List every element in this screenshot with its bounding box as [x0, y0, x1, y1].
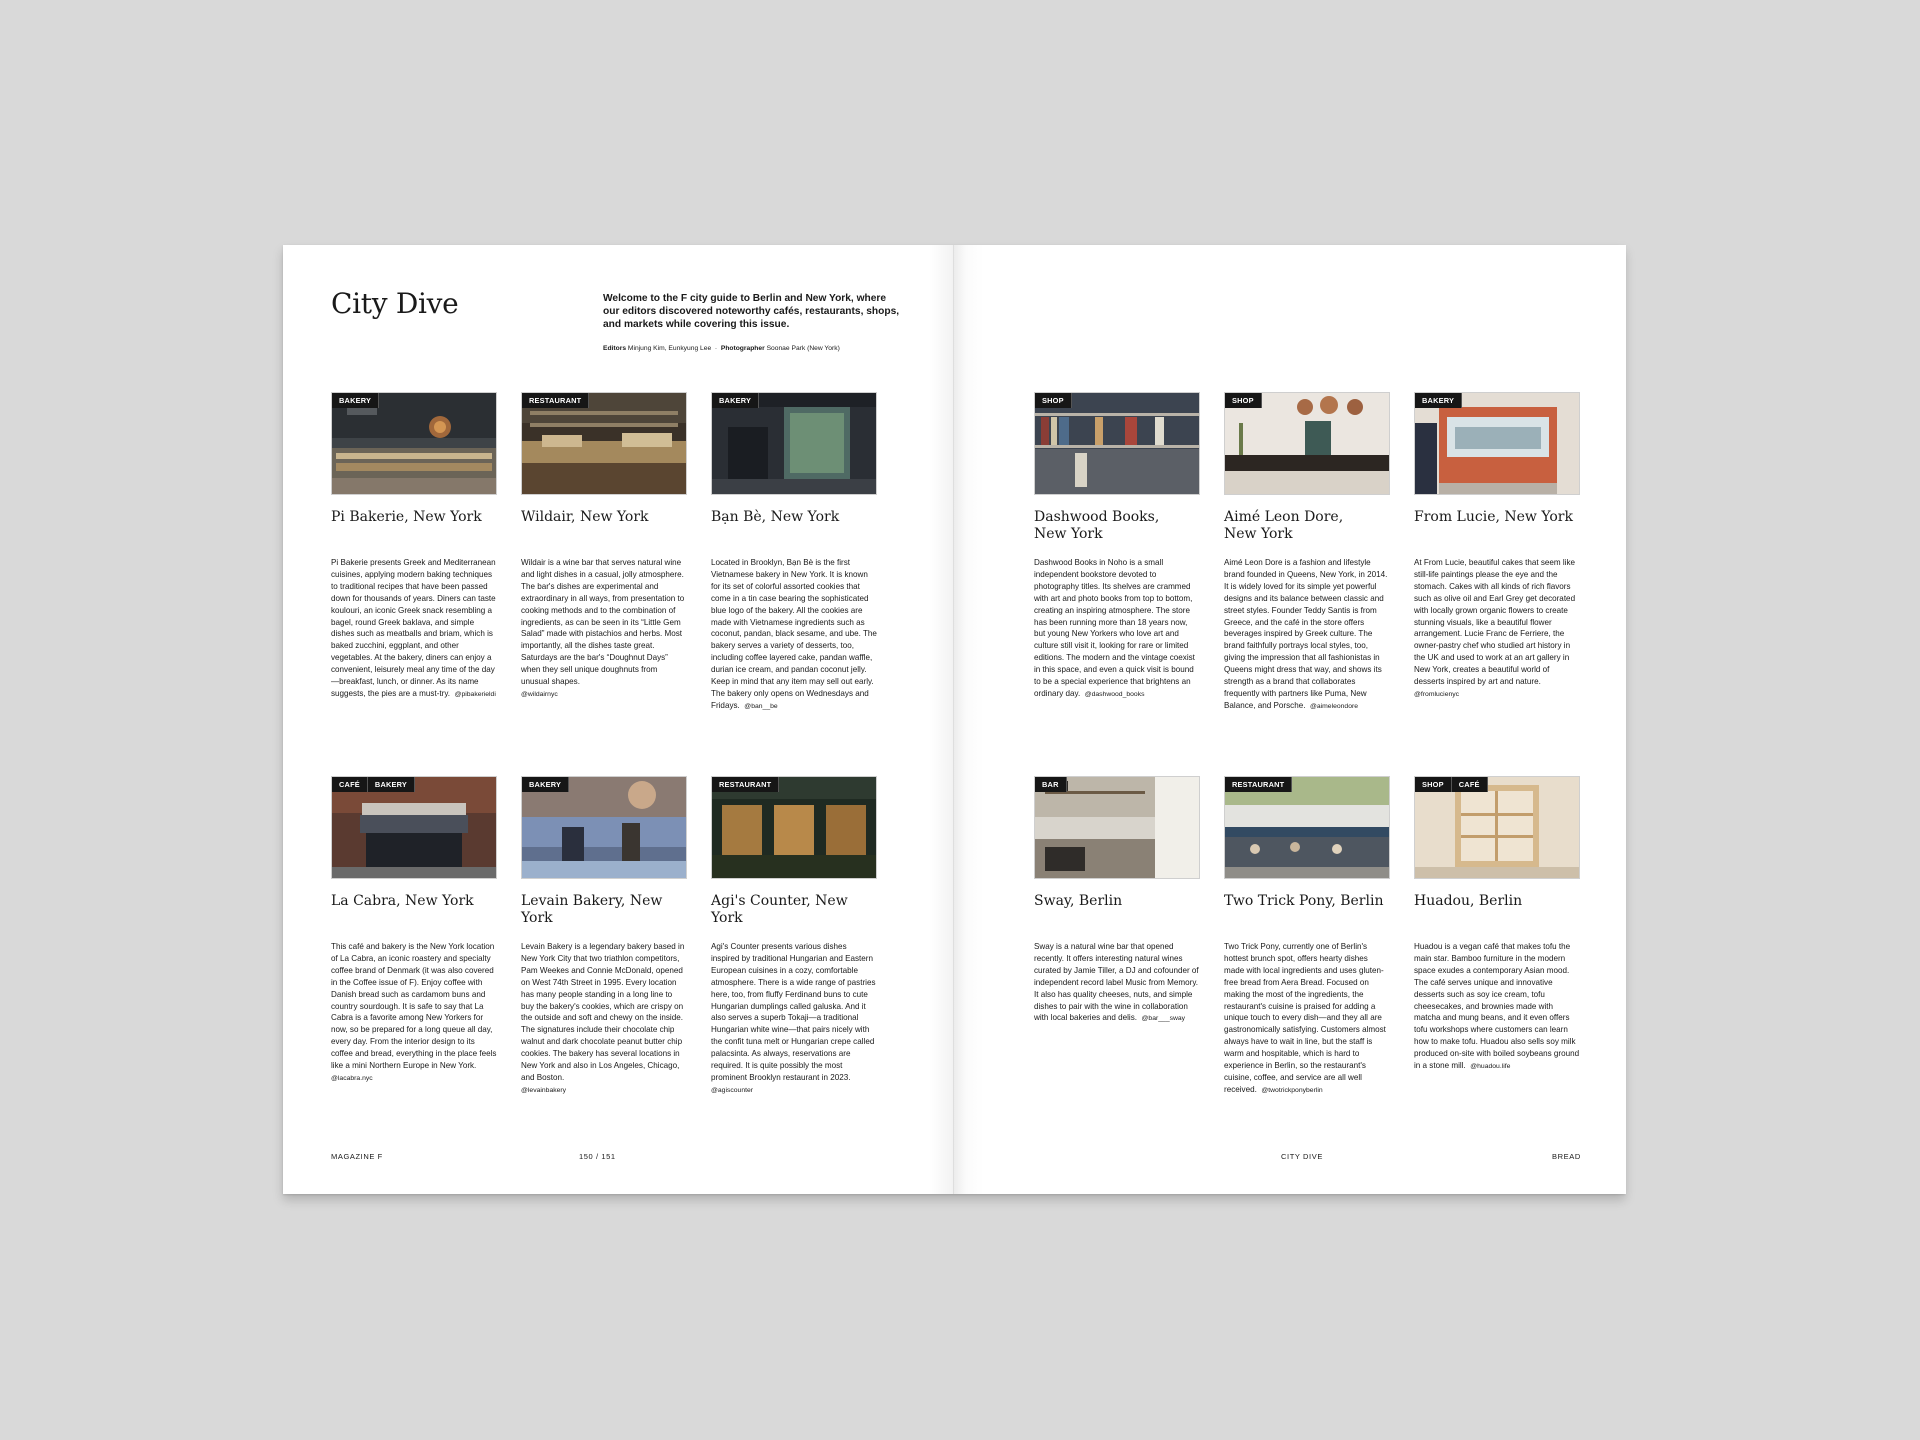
entry-photo [1224, 392, 1390, 495]
entry-name: Wildair, New York [521, 509, 649, 525]
entry-description: Levain Bakery is a legendary bakery based in New York City that two triathlon competitors, Pam Weekes and Connie McDonald, opened on West 74th Street in 1995. Every location has many people standing in a long line to buy the bakery's cookies, which are crispy on the outside and soft and chewy on the inside. The signatures include their chocolate chip walnut and dark chocolate peanut butter chip cookies. The bakery has several locations in New York and also in Los Angeles, Chicago, and Boston. @levainbakery [521, 942, 685, 1094]
entry-description: This café and bakery is the New York location of La Cabra, an iconic roastery and specialty coffee brand of Denmark (it was also covered in the Coffee issue of F). Enjoy coffee with Danish bread such as cardamom buns and country sourdough. It is safe to say that La Cabra is a favorite among New Yorkers for now, so be prepared for a long queue all day, every day. From the interior design to its coffee and bread, everything in the place feels like a mini Northern Europe in New York. @lacabra.nyc [331, 942, 497, 1082]
entry-name: Sway, Berlin [1034, 893, 1123, 909]
entry-description: Two Trick Pony, currently one of Berlin's hottest brunch spot, offers hearty dishes made with local ingredients and uses gluten-free bread from Aera Bread. Focused on making the most of the ingredients, the restaurant's cuisine is praised for adding a unique touch to every dish—and they all are gastronomically satisfying. Customers almost always have to wait in line, but the staff is warm and hospitable, which is hard to experience in Berlin, so the restaurant's cuisine, coffee, and service are all well received. @twotrickponyberlin [1224, 942, 1386, 1094]
instagram-handle: @lacabra.nyc [331, 1074, 373, 1082]
entry-levain-bakery [521, 776, 687, 1097]
category-tags [1225, 393, 1262, 408]
instagram-handle: @fromlucienyc [1414, 690, 1460, 698]
bakery-window-photo [522, 777, 686, 878]
entry-name: Bạn Bè, New York [711, 509, 840, 525]
entry-photo [331, 776, 497, 879]
instagram-handle: @agiscounter [711, 1086, 754, 1094]
instagram-handle: @wildairnyc [521, 690, 558, 698]
entry-from-lucie [1414, 392, 1580, 701]
instagram-handle: @dashwood_books [1084, 690, 1145, 698]
footer-issue-name: BREAD [1552, 1152, 1581, 1161]
entry-wildair [521, 392, 687, 701]
category-tags [712, 777, 779, 792]
entry-la-cabra [331, 776, 497, 1085]
footer-page-numbers: 150 / 151 [579, 1152, 616, 1161]
entry-name: Dashwood Books, New York [1034, 509, 1160, 542]
entry-photo [1414, 776, 1580, 879]
entry-dashwood-books [1034, 392, 1200, 701]
category-tags [332, 393, 379, 408]
entry-description: Agi's Counter presents various dishes inspired by traditional Hungarian and Eastern European cuisines in a cozy, comfortable atmosphere. There is a wide range of pastries here, too, from fluffy Ferdinand buns to cute Hungarian dumplings called galuska. And it also serves a superb Tokaji—a traditional Hungarian white wine—that pairs nicely with the confit tuna melt or Hungarian crepe called palacsinta. As always, reservations are required. It is quite possibly the most prominent Brooklyn restaurant in 2023. @agiscounter [711, 942, 876, 1094]
entry-description: Dashwood Books in Noho is a small independent bookstore devoted to photography titles. Its shelves are crammed with art and photo books from top to bottom, creating an inspiring atmosphere. The store has been running more than 18 years now, but young New Yorkers who love art and culture still visit it, looking for rare or limited editions. The modern and the vintage coexist in this space, and even a quick visit is bound to be a special experience that brightens an ordinary day. @dashwood_books [1034, 558, 1195, 698]
entry-description: Aimé Leon Dore is a fashion and lifestyle brand founded in Queens, New York, in 2014. It is widely loved for its simple yet powerful designs and its balance between classic and street styles. Founder Teddy Santis is from Greece, and the café in the store offers beverages inspired by Greek culture. The brand faithfully portrays local styles, too, giving the impression that all fashionistas in Queens might dress that way, and shows its strength as a brand that collaborates frequently with partners like Puma, New Balance, and Porsche. @aimeleondore [1224, 558, 1388, 710]
entry-name: Huadou, Berlin [1414, 893, 1523, 909]
photographer-label: Photographer [720, 345, 765, 352]
footer-magazine-name: MAGAZINE F [331, 1152, 383, 1161]
category-tags [1415, 393, 1462, 408]
bookstore-shelves-photo [1035, 393, 1199, 494]
category-tag: BAKERY [712, 393, 759, 408]
category-tags [1225, 777, 1292, 792]
instagram-handle: @levainbakery [521, 1086, 567, 1094]
instagram-handle: @pibakerieldi [454, 690, 496, 698]
right-page [953, 245, 1626, 1194]
category-tags [712, 393, 759, 408]
category-tag: BAKERY [1415, 393, 1462, 408]
footer-section-name: CITY DIVE [1281, 1152, 1323, 1161]
entry-pi-bakerie [331, 392, 497, 701]
bakery-storefront-photo [712, 393, 876, 494]
entry-photo [521, 776, 687, 879]
entry-photo [711, 392, 877, 495]
instagram-handle: @twotrickponyberlin [1261, 1086, 1323, 1094]
entry-two-trick-pony [1224, 776, 1390, 1097]
entry-photo [1034, 776, 1200, 879]
entry-photo [1414, 392, 1580, 495]
entry-name: Aimé Leon Dore, New York [1224, 509, 1344, 542]
entry-huadou [1414, 776, 1580, 1073]
category-tags [332, 777, 415, 792]
restaurant-exterior-photo [712, 777, 876, 878]
editors-names: Minjung Kim, Eunkyung Lee [627, 345, 712, 352]
entry-name: From Lucie, New York [1414, 509, 1573, 525]
category-tags [1415, 777, 1488, 792]
category-tag: BAR [1035, 777, 1067, 792]
entry-description: Located in Brooklyn, Bạn Bè is the first Vietnamese bakery in New York. It is known for its set of colorful assorted cookies that come in a tin case bearing the sophisticated blue logo of the bakery. All the cookies are made with Vietnamese ingredients such as coconut, pandan, black sesame, and ube. The bakery serves a variety of desserts, too, including coffee layered cake, pandan waffle, durian ice cream, and pandan coconut jelly. Keep in mind that any item may sell out early. The bakery only opens on Wednesdays and Fridays. @ban__be [711, 558, 877, 710]
entry-photo [521, 392, 687, 495]
cake-shop-display-photo [1415, 393, 1579, 494]
category-tag: RESTAURANT [712, 777, 779, 792]
bakery-interior-photo [332, 393, 496, 494]
entry-photo [331, 392, 497, 495]
category-tag: CAFÉ [332, 777, 368, 792]
entry-ban-be [711, 392, 877, 713]
restaurant-terrace-photo [1225, 777, 1389, 878]
category-tag: BAKERY [332, 393, 379, 408]
entry-photo [1034, 392, 1200, 495]
entry-sway [1034, 776, 1200, 1025]
vegan-cafe-interior-photo [1415, 777, 1579, 878]
entry-name: Levain Bakery, New York [521, 893, 663, 926]
page-title: City Dive [331, 287, 459, 320]
category-tag: CAFÉ [1452, 777, 1488, 792]
shop-cafe-interior-photo [1225, 393, 1389, 494]
credits: Editors Minjung Kim, Eunkyung Lee · Photographer Soonae Park (New York) [603, 345, 840, 352]
category-tag: SHOP [1225, 393, 1262, 408]
entry-description: Pi Bakerie presents Greek and Mediterranean cuisines, applying modern baking techniques to traditional recipes that have been passed down for thousands of years. Diners can taste koulouri, an iconic Greek snack resembling a bagel, round Greek baklava, and simple dishes such as meatballs and briam, which is baked zucchini, eggplant, and other vegetables. At the bakery, diners can enjoy a convenient, leisurely meal any time of the day—breakfast, lunch, or dinner. As its name suggests, the pies are a must-try. @pibakerieldi [331, 558, 496, 698]
left-page [283, 245, 953, 1194]
entry-photo [1224, 776, 1390, 879]
category-tag: SHOP [1035, 393, 1072, 408]
photographer-name: Soonae Park (New York) [766, 345, 840, 352]
entry-name: La Cabra, New York [331, 893, 474, 909]
cafe-storefront-photo [332, 777, 496, 878]
entry-description: At From Lucie, beautiful cakes that seem like still-life paintings please the eye and the stomach. Cakes with all kinds of rich flavors such as olive oil and Earl Grey get decorated with locally grown organic flowers to create stunning visuals, like a beautiful flower arrangement. Lucie Franc de Ferriere, the owner-pastry chef who studied art history in the UK and used to work at an art gallery in New York, creates a beautiful world of desserts inspired by art and nature. @fromlucienyc [1414, 558, 1576, 698]
entry-description: Sway is a natural wine bar that opened recently. It offers interesting natural wines curated by Jamie Tiller, a DJ and cofounder of independent record label Music from Memory. It also has quality cheeses, nuts, and simple dishes to pair with the wine in collaboration with local bakeries and delis. @bar___sway [1034, 942, 1199, 1023]
entry-description: Huadou is a vegan café that makes tofu the main star. Bamboo furniture in the modern space exudes a contemporary Asian mood. The café serves unique and innovative desserts such as soy ice cream, tofu cheesecakes, and brownies made with matcha and mung beans, and it even offers tofu workshops where customers can learn how to make tofu. Huadou also sells soy milk produced on-site with boiled soybeans ground in a stone mill. @huadou.life [1414, 942, 1580, 1071]
category-tag: RESTAURANT [522, 393, 589, 408]
entry-photo [711, 776, 877, 879]
instagram-handle: @huadou.life [1470, 1063, 1511, 1071]
category-tag: BAKERY [522, 777, 569, 792]
instagram-handle: @aimeleondore [1309, 702, 1359, 710]
category-tags [522, 393, 589, 408]
entry-name: Pi Bakerie, New York [331, 509, 482, 525]
wine-bar-photo [1035, 777, 1199, 878]
entry-agis-counter [711, 776, 877, 1097]
instagram-handle: @ban__be [744, 702, 778, 710]
category-tag: RESTAURANT [1225, 777, 1292, 792]
category-tags [1035, 393, 1072, 408]
entry-name: Two Trick Pony, Berlin [1224, 893, 1384, 909]
category-tags [522, 777, 569, 792]
entry-aime-leon-dore [1224, 392, 1390, 713]
intro-text: Welcome to the F city guide to Berlin and New York, where our editors discovered noteworthy cafés, restaurants, shops, and markets while covering this issue. [603, 293, 900, 330]
entry-name: Agi's Counter, New York [711, 893, 848, 926]
category-tag: SHOP [1415, 777, 1452, 792]
entry-description: Wildair is a wine bar that serves natural wine and light dishes in a casual, jolly atmosphere. The bar's dishes are experimental and extraordinary in all ways, from presentation to cooking methods and to the combination of ingredients, as can be seen in its “Little Gem Salad” made with pistachios and herbs. Most importantly, all the dishes taste great. Saturdays are the bar's “Doughnut Days” when they sell unique doughnuts from unusual shapes. @wildairnyc [521, 558, 685, 698]
category-tag: BAKERY [368, 777, 415, 792]
magazine-spread [283, 245, 1625, 1194]
wine-bar-interior-photo [522, 393, 686, 494]
instagram-handle: @bar___sway [1141, 1015, 1186, 1023]
category-tags [1035, 777, 1067, 792]
editors-label: Editors [603, 345, 627, 352]
